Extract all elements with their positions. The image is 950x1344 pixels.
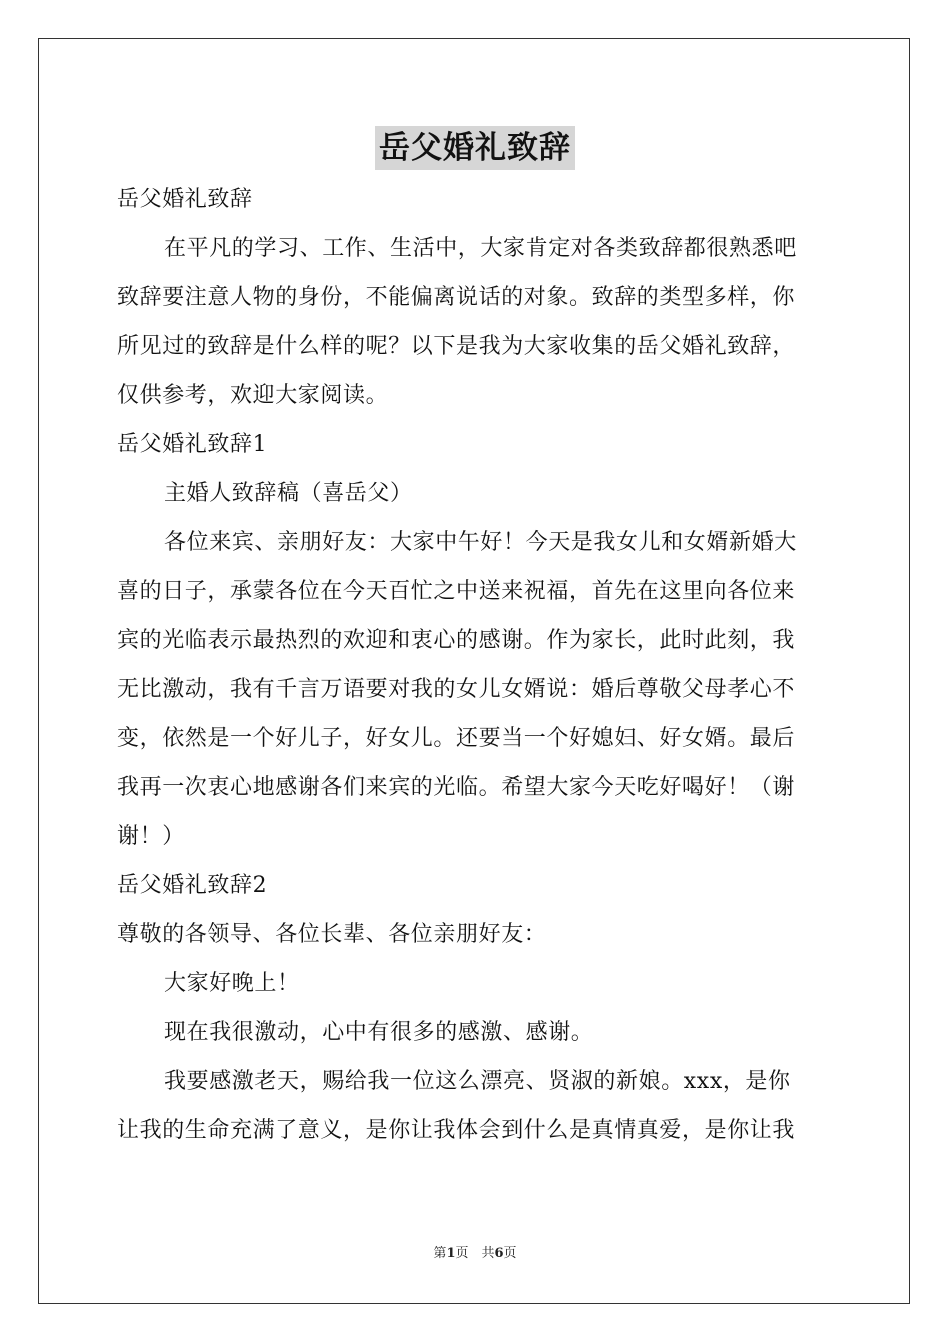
text-line: 岳父婚礼致辞 xyxy=(117,187,253,212)
text-line: 让我的生命充满了意义，是你让我体会到什么是真情真爱，是你让我 xyxy=(117,1118,796,1143)
footer-page-total: 6 xyxy=(494,1246,504,1261)
text-line: 无比激动，我有千言万语要对我的女儿女婿说：婚后尊敬父母孝心不 xyxy=(117,677,796,702)
text-line: 主婚人致辞稿（喜岳父） xyxy=(164,481,413,506)
footer-page-mid: 页 共 xyxy=(455,1246,495,1261)
text-line: 在平凡的学习、工作、生活中，大家肯定对各类致辞都很熟悉吧 xyxy=(164,236,797,261)
text-line: 谢！） xyxy=(117,824,185,849)
page-footer xyxy=(0,1244,950,1264)
document-title: 岳父婚礼致辞 xyxy=(375,126,575,170)
text-line: 仅供参考，欢迎大家阅读。 xyxy=(117,383,389,408)
title-container xyxy=(0,126,950,170)
text-line: 变，依然是一个好儿子，好女儿。还要当一个好媳妇、好女婿。最后 xyxy=(117,726,796,751)
footer-page-suffix: 页 xyxy=(503,1246,517,1261)
text-line: 所见过的致辞是什么样的呢？以下是我为大家收集的岳父婚礼致辞， xyxy=(117,334,796,359)
document-body xyxy=(117,175,837,1155)
text-line: 喜的日子，承蒙各位在今天百忙之中送来祝福，首先在这里向各位来 xyxy=(117,579,796,604)
text-line: 致辞要注意人物的身份，不能偏离说话的对象。致辞的类型多样，你 xyxy=(117,285,796,310)
text-line: 我要感激老天，赐给我一位这么漂亮、贤淑的新娘。xxx，是你 xyxy=(164,1069,791,1094)
footer-page-prefix: 第 xyxy=(433,1246,447,1261)
text-line: 我再一次衷心地感谢各们来宾的光临。希望大家今天吃好喝好！（谢 xyxy=(117,775,796,800)
text-line: 岳父婚礼致辞2 xyxy=(117,873,268,898)
text-line: 各位来宾、亲朋好友：大家中午好！今天是我女儿和女婿新婚大 xyxy=(164,530,797,555)
text-line: 宾的光临表示最热烈的欢迎和衷心的感谢。作为家长，此时此刻，我 xyxy=(117,628,796,653)
footer-page-current: 1 xyxy=(446,1246,456,1261)
text-line: 大家好晚上！ xyxy=(164,971,300,996)
text-line: 现在我很激动，心中有很多的感激、感谢。 xyxy=(164,1020,594,1045)
text-line: 尊敬的各领导、各位长辈、各位亲朋好友： xyxy=(117,922,547,947)
text-line: 岳父婚礼致辞1 xyxy=(117,432,268,457)
